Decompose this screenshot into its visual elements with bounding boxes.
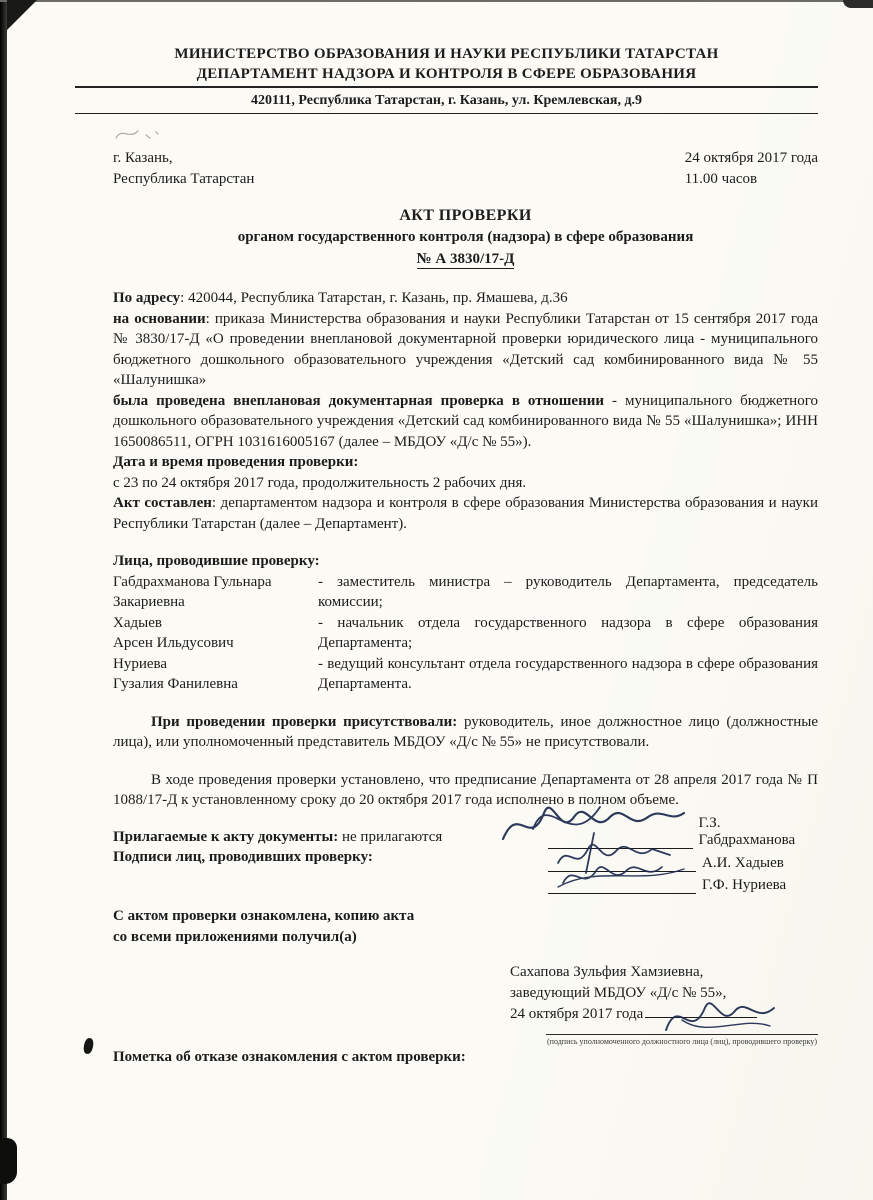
inspectors-heading-text: Лица, проводившие проверку: xyxy=(113,553,320,569)
scan-corner-top-right-artifact xyxy=(843,0,873,8)
inspector-name xyxy=(113,572,318,613)
place-region: Республика Татарстан xyxy=(113,171,255,187)
para-check-subject xyxy=(113,391,818,453)
signatures-label-line xyxy=(113,847,533,868)
signature-line xyxy=(548,856,696,872)
refusal-label: Пометка об отказе ознакомления с актом проверки: xyxy=(113,1049,466,1065)
signature-line xyxy=(548,833,693,849)
para-datetime-label xyxy=(113,452,818,473)
para-check-value: - муниципального бюджетного дошкольного образовательного учреждения «Детский сад комбинированного вида № 55 «Шалунишка»; ИНН 1650086511, ОГРН 1031616005167 (далее – МБДОУ «Д/с № 55»). xyxy=(113,392,818,450)
inspectors-heading xyxy=(113,551,818,572)
datetime-block xyxy=(685,148,818,190)
document-title-block xyxy=(113,204,818,271)
scan-blob-bottom-left-artifact xyxy=(0,1138,17,1184)
place-city: г. Казань, xyxy=(113,150,173,166)
recipient-signature-line xyxy=(645,1005,757,1018)
inspector-name-line: Закариевна xyxy=(113,594,185,610)
department-name: ДЕПАРТАМЕНТ НАДЗОРА И КОНТРОЛЯ В СФЕРЕ ОБРАЗОВАНИЯ xyxy=(196,66,697,82)
para-presence-label: При проведении проверки присутствовали: xyxy=(151,713,458,730)
signature-row xyxy=(548,849,818,872)
signatures-section xyxy=(113,815,818,895)
recipient-date-line xyxy=(510,1004,818,1025)
document-content xyxy=(113,44,818,1068)
scan-corner-top-left-artifact xyxy=(7,0,37,30)
para-act-label: Акт составлен xyxy=(113,495,212,511)
recipient-position: заведующий МБДОУ «Д/с № 55», xyxy=(510,985,727,1001)
place-block xyxy=(113,148,254,190)
place-date-row xyxy=(113,148,818,190)
attachments-value: не прилагаются xyxy=(338,828,443,845)
inspector-signatures xyxy=(548,815,818,895)
para-basis-label: на основании xyxy=(113,310,206,327)
signature-row xyxy=(548,872,818,895)
inspectors-table xyxy=(113,572,818,695)
refusal-signature-caption: (подпись уполномоченного должностного лица (лиц), проводившего проверку) xyxy=(546,1034,818,1047)
para-act-value: : департаментом надзора и контроля в сфере образования Министерства образования и науки Республики Татарстан (далее – Департамент). xyxy=(113,495,818,532)
signatory-name: Г.З. Габдрахманова xyxy=(698,815,796,848)
para-datetime-value: с 23 по 24 октября 2017 года, продолжительность 2 рабочих дня. xyxy=(113,474,527,491)
inspector-name-line: Хадыев xyxy=(113,614,162,631)
inspector-name xyxy=(113,654,318,695)
refusal-row xyxy=(113,1037,818,1068)
recipient-name: Сахапова Зульфия Хамзиевна, xyxy=(510,964,704,980)
letterhead-divider-bottom xyxy=(75,113,818,114)
ministry-name: МИНИСТЕРСТВО ОБРАЗОВАНИЯ И НАУКИ РЕСПУБЛИКИ ТАТАРСТАН xyxy=(174,46,719,62)
acknowledgment-line: С актом проверки ознакомлена, копию акта xyxy=(113,908,415,924)
letterhead-divider-top xyxy=(75,86,818,88)
inspector-name-line: Нуриева xyxy=(113,655,168,672)
para-check-label: была проведена внеплановая документарная проверка в отношении xyxy=(113,392,604,409)
title-main: АКТ ПРОВЕРКИ xyxy=(399,207,532,224)
letterhead-address: 420111, Республика Татарстан, г. Казань, ул. Кремлевская, д.9 xyxy=(250,93,643,108)
para-address-label: По адресу xyxy=(113,290,181,306)
title-number: № А 3830/17-Д xyxy=(416,251,515,267)
para-presence xyxy=(113,712,818,753)
signatures-labels xyxy=(113,827,533,895)
attachments-label: Прилагаемые к акту документы: xyxy=(113,828,339,845)
title-sub: органом государственного контроля (надзора) в сфере образования xyxy=(237,229,694,245)
letterhead xyxy=(75,44,818,114)
recipient-date: 24 октября 2017 года xyxy=(510,1006,644,1022)
para-attachments xyxy=(113,827,533,848)
document-date: 24 октября 2017 года xyxy=(684,150,818,166)
inspector-role: - начальник отдела государственного надзора в сфере образования Департамента; xyxy=(318,614,818,651)
inspector-name-line: Габдрахманова Гульнара xyxy=(113,573,272,590)
acknowledgment-line: со всеми приложениями получил(а) xyxy=(113,929,357,945)
recipient-block xyxy=(510,962,818,1025)
para-address-value: : 420044, Республика Татарстан, г. Казань, пр. Ямашева, д.36 xyxy=(180,290,568,306)
inspector-role: - заместитель министра – руководитель Департамента, председатель комиссии; xyxy=(318,573,818,610)
para-address xyxy=(113,288,818,309)
signature-row xyxy=(548,815,818,850)
inspector-name-line: Гузалия Фанилевна xyxy=(113,676,238,692)
signature-line xyxy=(548,878,696,894)
scan-edge-top-artifact xyxy=(0,0,873,2)
signatures-label: Подписи лиц, проводивших проверку: xyxy=(113,849,373,865)
signatory-name: Г.Ф. Нуриева xyxy=(702,877,787,893)
datetime-label: Дата и время проведения проверки: xyxy=(113,454,359,470)
para-presence-value: руководитель, иное должностное лицо (должностные лица), или уполномоченный представитель МБДОУ «Д/с № 55» не присутствовали. xyxy=(113,713,818,750)
inspector-name-line: Арсен Ильдусович xyxy=(113,635,234,651)
inspector-role: - ведущий консультант отдела государственного надзора в сфере образования Департамента. xyxy=(318,655,818,692)
para-basis-value: : приказа Министерства образования и науки Республики Татарстан от 15 сентября 2017 года № 3830/17-Д «О проведении внеплановой документарной проверки юридического лица - муниципального бюджетного дошкольного образовательного учреждения «Детский сад комбинированного вида № 55 «Шалунишка» xyxy=(113,310,818,388)
scan-dot-left-artifact xyxy=(82,1037,94,1055)
document-time: 11.00 часов xyxy=(684,171,758,187)
scan-edge-left-artifact xyxy=(0,0,7,1200)
acknowledgment-block xyxy=(113,906,818,948)
signatory-name: А.И. Хадыев xyxy=(702,854,784,871)
para-basis xyxy=(113,309,818,391)
inspector-name xyxy=(113,613,318,654)
para-act-composed xyxy=(113,493,818,534)
title-number-line xyxy=(113,248,818,271)
para-findings: В ходе проведения проверки установлено, что предписание Департамента от 28 апреля 2017 года № П 1088/17-Д к установленному сроку до 20 октября 2017 года исполнено в полном объеме. xyxy=(113,771,818,808)
